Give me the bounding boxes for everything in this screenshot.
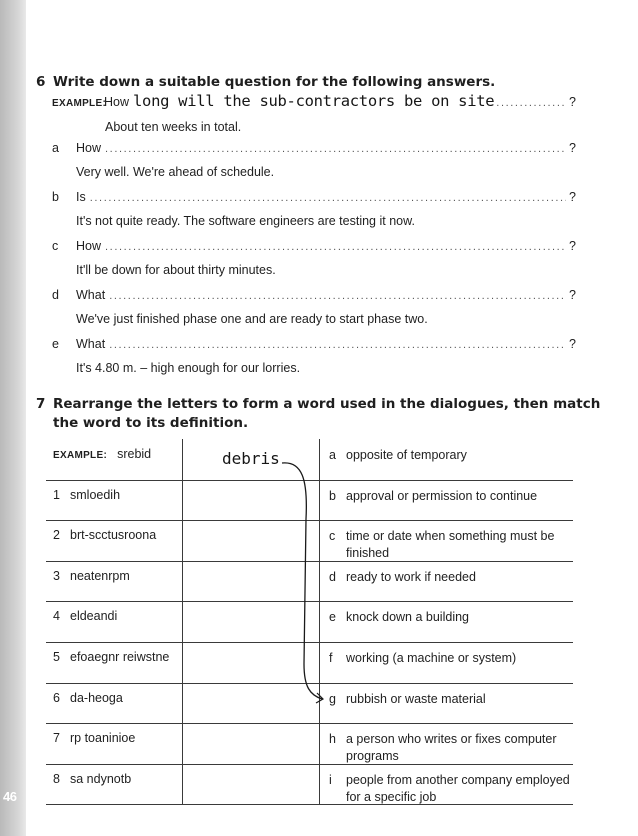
exercise-7-title-line2: the word to its definition.	[53, 415, 249, 431]
page-number: 46	[3, 789, 17, 804]
definition-letter: g	[329, 691, 336, 706]
answer-blank[interactable]	[109, 290, 566, 302]
example-label: EXAMPLE:	[52, 98, 107, 109]
given-answer-a: Very well. We're ahead of schedule.	[76, 165, 275, 179]
matching-table	[46, 439, 573, 805]
definition-text: opposite of temporary	[346, 448, 467, 462]
question-letter: e	[52, 337, 59, 351]
question-start: What	[76, 337, 106, 351]
answer-blank[interactable]	[105, 143, 566, 155]
dotted-line	[496, 97, 566, 109]
answer-blank[interactable]	[90, 192, 566, 204]
question-mark: ?	[569, 288, 576, 302]
question-start: How	[76, 141, 102, 155]
definition-letter: e	[329, 610, 336, 625]
question-mark: ?	[569, 95, 576, 109]
word-number: 8	[53, 771, 60, 786]
exercise-6-example-line	[52, 92, 576, 112]
scrambled-word: smloedih	[70, 487, 121, 502]
definition-letter: b	[329, 488, 336, 503]
definition-letter: h	[329, 732, 336, 747]
exercise-6-number: 6	[36, 74, 46, 90]
question-mark: ?	[569, 239, 576, 253]
given-answer-c: It'll be down for about thirty minutes.	[76, 263, 276, 277]
scrambled-word: srebid	[117, 447, 152, 461]
question-line-e	[52, 337, 576, 357]
exercise-7-heading	[36, 395, 600, 433]
question-mark: ?	[569, 190, 576, 204]
word-number: 6	[53, 690, 60, 705]
question-letter: a	[52, 141, 59, 155]
definition-text: rubbish or waste material	[346, 691, 486, 706]
definition-text: ready to work if needed	[346, 569, 476, 584]
question-line-b	[52, 190, 576, 210]
scrambled-word: sa ndynotb	[70, 771, 132, 786]
example-label: EXAMPLE:	[53, 450, 108, 461]
question-letter: c	[52, 239, 59, 253]
scrambled-word: eldeandi	[70, 609, 118, 624]
question-start: What	[76, 288, 106, 302]
definition-letter: d	[329, 569, 336, 584]
example-handwritten-word: debris	[222, 449, 280, 468]
definition-text: approval or permission to continue	[346, 488, 538, 503]
definition-text: time or date when something must be finished	[346, 529, 555, 561]
question-line-d	[52, 288, 576, 308]
word-number: 5	[53, 650, 60, 664]
word-number: 4	[53, 609, 60, 624]
word-number: 1	[53, 487, 60, 502]
definition-letter: i	[329, 772, 332, 787]
definition-text: people from another company employed for a specific job	[346, 772, 570, 804]
question-mark: ?	[569, 141, 576, 155]
definition-text: knock down a building	[346, 610, 469, 625]
scrambled-word: rp toaninioe	[70, 731, 136, 746]
scrambled-word: efoaegnr reiwstne	[70, 650, 170, 664]
question-line-c	[52, 239, 576, 259]
question-letter: b	[52, 190, 59, 204]
example-question-start: How	[104, 95, 130, 109]
scrambled-word: brt-scctusroona	[70, 528, 157, 543]
exercise-7-number: 7	[36, 396, 46, 412]
example-match-connector	[46, 439, 573, 805]
answer-blank[interactable]	[109, 339, 566, 351]
page-margin-strip	[0, 0, 26, 836]
exercise-6-title: Write down a suitable question for the following answers.	[53, 74, 496, 90]
example-handwritten-answer: long will the sub-contractors be on site	[133, 92, 495, 110]
exercise-6-heading	[36, 73, 495, 92]
answer-blank[interactable]	[105, 241, 566, 253]
question-line-a	[52, 141, 576, 161]
question-start: Is	[76, 190, 86, 204]
definition-letter: f	[329, 651, 333, 665]
exercise-7-title-line1: Rearrange the letters to form a word used in the dialogues, then match	[53, 396, 601, 412]
word-number: 2	[53, 528, 60, 543]
scrambled-word: da-heoga	[70, 690, 123, 705]
word-number: 3	[53, 568, 60, 583]
word-number: 7	[53, 731, 60, 746]
question-letter: d	[52, 288, 59, 302]
scrambled-word: neatenrpm	[70, 568, 130, 583]
given-answer-b: It's not quite ready. The software engineers are testing it now.	[76, 214, 415, 228]
definition-text: a person who writes or fixes computer programs	[346, 732, 557, 764]
given-answer-d: We've just finished phase one and are ready to start phase two.	[76, 312, 428, 326]
example-answer: About ten weeks in total.	[105, 120, 242, 134]
given-answer-e: It's 4.80 m. – high enough for our lorries.	[76, 361, 301, 375]
definition-letter: c	[329, 529, 336, 544]
question-start: How	[76, 239, 102, 253]
definition-text: working (a machine or system)	[346, 651, 517, 665]
question-mark: ?	[569, 337, 576, 351]
definition-letter: a	[329, 448, 336, 462]
